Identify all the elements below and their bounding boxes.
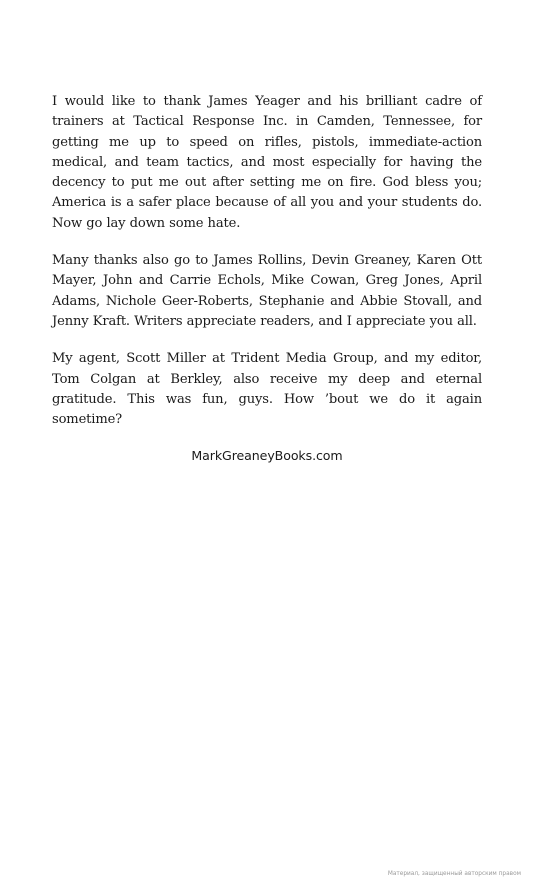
author-website: MarkGreaneyBooks.com: [191, 448, 343, 464]
copyright-watermark: Материал, защищенный авторским правом: [387, 871, 521, 877]
acknowledgments-text: [52, 92, 482, 465]
paragraph-trainers: I would like to thank James Yeager and his brilliant cadre of trainers at Tactical Response Inc. in Camden, Tennessee, for getting me up to speed on rifles, pistols, immediate-action medical, and team tactics, and most especially for having the decency to put me out after setting me on fire. God bless you; America is a safer place because of all you and your students do. Now go lay down some hate.: [52, 94, 482, 231]
paragraph-agent-editor: My agent, Scott Miller at Trident Media Group, and my editor, Tom Colgan at Berkley, also receive my deep and eternal gratitude. This was fun, guys. How ’bout we do it again sometime?: [52, 351, 482, 428]
paragraph-thanks: Many thanks also go to James Rollins, Devin Greaney, Karen Ott Mayer, John and Carrie Echols, Mike Cowan, Greg Jones, April Adams, Nichole Geer-Roberts, Stephanie and Abbie Stovall, and Jenny Kraft. Writers appreciate readers, and I appreciate you all.: [52, 253, 482, 329]
